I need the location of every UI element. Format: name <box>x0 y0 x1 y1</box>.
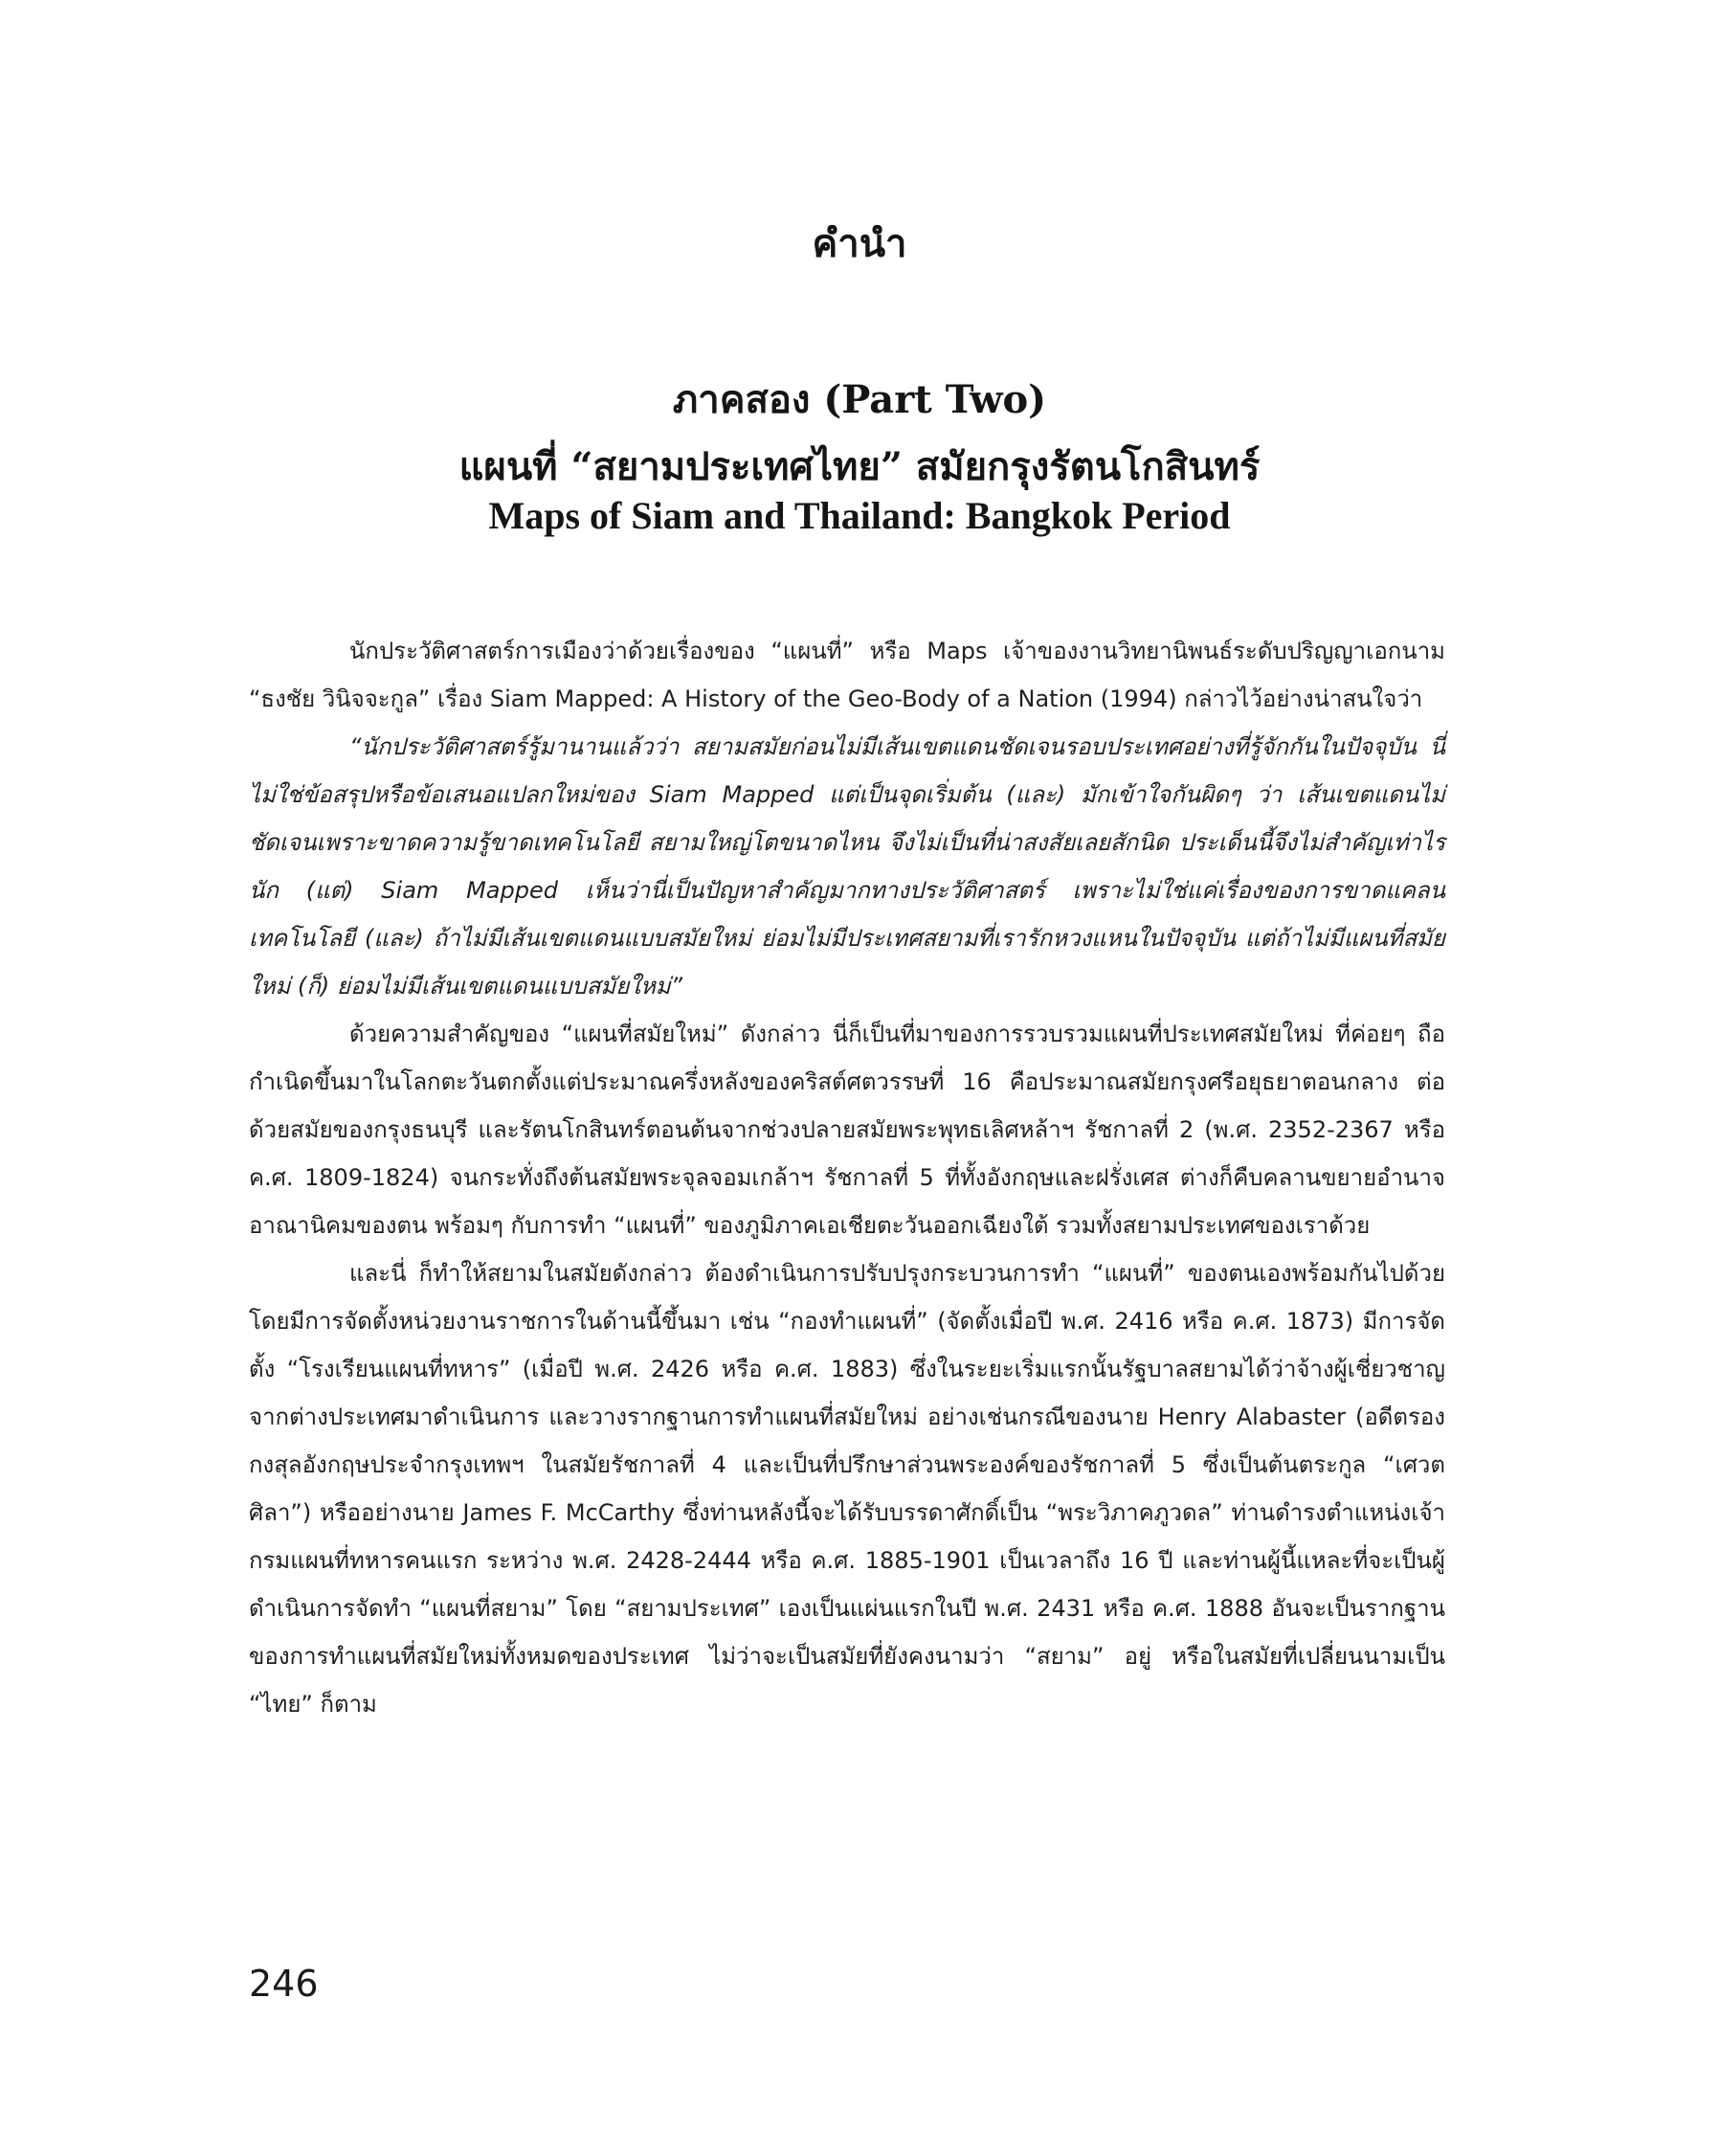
page-number: 246 <box>249 1963 319 2005</box>
paragraph-quote: “นักประวัติศาสตร์รู้มานานแล้วว่า สยามสมัยก่อนไม่มีเส้นเขตแดนชัดเจนรอบประเทศอย่างที่รู้จักกันในปัจจุบัน นี่ไม่ใช่ข้อสรุปหรือข้อเสนอแปลกใหม่ของ Siam Mapped แต่เป็นจุดเริ่มต้น (และ) มักเข้าใจกันผิดๆ ว่า เส้นเขตแดนไม่ชัดเจนเพราะขาดความรู้ขาดเทคโนโลยี สยามใหญ่โตขนาดไหน จึงไม่เป็นที่น่าสงสัยเลยสักนิด ประเด็นนี้จึงไม่สำคัญเท่าไรนัก (แต่) Siam Mapped เห็นว่านี่เป็นปัญหาสำคัญมากทางประวัติศาสตร์ เพราะไม่ใช่แค่เรื่องของการขาดแคลนเทคโนโลยี (และ) ถ้าไม่มีเส้นเขตแดนแบบสมัยใหม่ ย่อมไม่มีประเทศสยามที่เรารักหวงแหนในปัจจุบัน แต่ถ้าไม่มีแผนที่สมัยใหม่ (ก็) ย่อมไม่มีเส้นเขตแดนแบบสมัยใหม่” <box>249 733 1445 999</box>
thai-title: แผนที่ “สยามประเทศไทย” สมัยกรุงรัตนโกสินทร์ <box>458 444 1261 489</box>
paragraph-intro: นักประวัติศาสตร์การเมืองว่าด้วยเรื่องของ “แผนที่” หรือ Maps เจ้าของงานวิทยานิพนธ์ระดับปริญญาเอกนาม “ธงชัย วินิจจะกูล” เรื่อง Siam Mapped: A History of the Geo-Body of a Nation (1994) กล่าวไว้อย่างน่าสนใจว่า <box>249 638 1445 712</box>
body-text <box>249 627 1445 1728</box>
paragraph-significance: ด้วยความสำคัญของ “แผนที่สมัยใหม่” ดังกล่าว นี่ก็เป็นที่มาของการรวบรวมแผนที่ประเทศสมัยใหม่ ที่ค่อยๆ ถือกำเนิดขึ้นมาในโลกตะวันตกตั้งแต่ประมาณครึ่งหลังของคริสต์ศตวรรษที่ 16 คือประมาณสมัยกรุงศรีอยุธยาตอนกลาง ต่อด้วยสมัยของกรุงธนบุรี และรัตนโกสินทร์ตอนต้นจากช่วงปลายสมัยพระพุทธเลิศหล้าฯ รัชกาลที่ 2 (พ.ศ. 2352-2367 หรือ ค.ศ. 1809-1824) จนกระทั่งถึงต้นสมัยพระจุลจอมเกล้าฯ รัชกาลที่ 5 ที่ทั้งอังกฤษและฝรั่งเศส ต่างก็คืบคลานขยายอำนาจอาณานิคมของตน พร้อมๆ กับการทำ “แผนที่” ของภูมิภาคเอเชียตะวันออกเฉียงใต้ รวมทั้งสยามประเทศของเราด้วย <box>249 1021 1445 1239</box>
english-title: Maps of Siam and Thailand: Bangkok Period <box>488 494 1231 537</box>
part-title: ภาคสอง (Part Two) <box>672 377 1047 422</box>
section-heading-intro: คำนำ <box>812 221 907 266</box>
paragraph-mapping-history: และนี่ ก็ทำให้สยามในสมัยดังกล่าว ต้องดำเนินการปรับปรุงกระบวนการทำ “แผนที่” ของตนเองพร้อมกันไปด้วย โดยมีการจัดตั้งหน่วยงานราชการในด้านนี้ขึ้นมา เช่น “กองทำแผนที่” (จัดตั้งเมื่อปี พ.ศ. 2416 หรือ ค.ศ. 1873) มีการจัดตั้ง “โรงเรียนแผนที่ทหาร” (เมื่อปี พ.ศ. 2426 หรือ ค.ศ. 1883) ซึ่งในระยะเริ่มแรกนั้นรัฐบาลสยามได้ว่าจ้างผู้เชี่ยวชาญจากต่างประเทศมาดำเนินการ และวางรากฐานการทำแผนที่สมัยใหม่ อย่างเช่นกรณีของนาย Henry Alabaster (อดีตรองกงสุลอังกฤษประจำกรุงเทพฯ ในสมัยรัชกาลที่ 4 และเป็นที่ปรึกษาส่วนพระองค์ของรัชกาลที่ 5 ซึ่งเป็นต้นตระกูล “เศวตศิลา”) หรืออย่างนาย James F. McCarthy ซึ่งท่านหลังนี้จะได้รับบรรดาศักดิ์เป็น “พระวิภาคภูวดล” ท่านดำรงตำแหน่งเจ้ากรมแผนที่ทหารคนแรก ระหว่าง พ.ศ. 2428-2444 หรือ ค.ศ. 1885-1901 เป็นเวลาถึง 16 ปี และท่านผู้นี้แหละที่จะเป็นผู้ดำเนินการจัดทำ “แผนที่สยาม” โดย “สยามประเทศ” เองเป็นแผ่นแรกในปี พ.ศ. 2431 หรือ ค.ศ. 1888 อันจะเป็นรากฐานของการทำแผนที่สมัยใหม่ทั้งหมดของประเทศ ไม่ว่าจะเป็นสมัยที่ยังคงนามว่า “สยาม” อยู่ หรือในสมัยที่เปลี่ยนนามเป็น “ไทย” ก็ตาม <box>249 1260 1445 1718</box>
